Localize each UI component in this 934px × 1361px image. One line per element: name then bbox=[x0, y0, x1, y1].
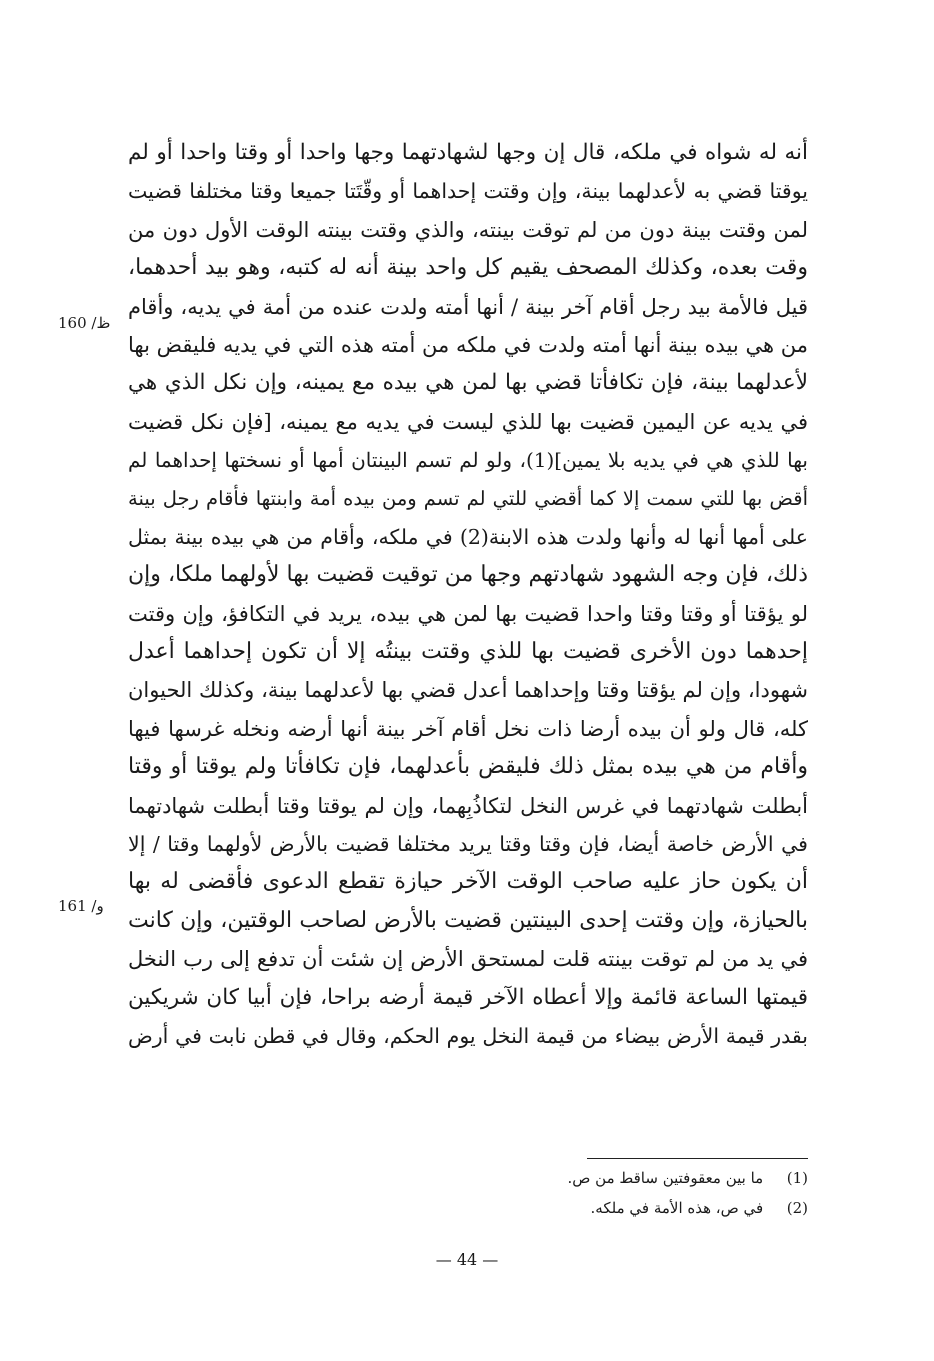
footnote bbox=[300, 1193, 808, 1223]
text-line: بقدر قيمة الأرض بيضاء من قيمة النخل يوم الحكم، وقال في قطن نابت في أرض bbox=[128, 1023, 808, 1048]
footnote-text: في ص، هذه الأمة في ملكه. bbox=[590, 1199, 764, 1217]
text-line: على أمها أنها له وأنها ولدت هذه الابنة(2) في ملكه، وأقام من هي بيده بينة بمثل bbox=[128, 524, 808, 549]
main-text bbox=[128, 134, 808, 1055]
text-line: إحدهما دون الأخرى قضيت بها للذي وقتت بينتُه إلا أن تكون إحداهما أعدل bbox=[128, 639, 808, 665]
footnote-separator bbox=[587, 1158, 808, 1159]
text-line: قيمتها الساعة قائمة وإلا أعطاه الآخر قيمة أرضه براحا، فإن أبيا كان شريكين bbox=[128, 984, 808, 1010]
text-line: في الأرض خاصة أيضا، فإن وقتا وقتا يريد مختلفا قضيت بالأرض لأولهما وقتا / إلا bbox=[128, 832, 808, 857]
text-line: ذلك، فإن وجه الشهود شهادتهم وجها من توقيت قضيت بها لأولهما ملكا، وإن bbox=[128, 562, 808, 588]
text-line: أن يكون حاز عليه صاحب الوقت الآخر حيازة تقطع الدعوى فأقضى له بها bbox=[128, 869, 808, 895]
text-line: بها للذي هي في يديه بلا يمين](1)، ولو لم تسم البينتان أمها أو نسختها إحداهما لم bbox=[128, 448, 808, 473]
text-line: يوقتا قضي به لأعدلهما بينة، وإن وقتت إحداهما أو وقّتَتا جميعا وقتا مختلفا قضيت bbox=[128, 179, 808, 204]
margin-folio-note: 160 /ظ bbox=[58, 314, 111, 332]
text-line: من هي بيده بينة أنها أمته ولدت في ملكه من أمته هذه التي في يديه فليقض بها bbox=[128, 332, 808, 357]
text-line: لأعدلهما بينة، فإن تكافأتا قضي بها لمن هي بيده مع يمينه، وإن نكل الذي هي bbox=[128, 370, 808, 396]
text-line: لو يؤقتا أو وقتا وقتا واحدا قضيت بها لمن هي بيده، يريد في التكافؤ، وإن وقتت bbox=[128, 601, 808, 626]
page-number: — 44 — bbox=[435, 1250, 499, 1269]
margin-folio-note: 161 /و bbox=[58, 897, 104, 915]
footnote-text: ما بين معقوفتين ساقط من ص. bbox=[567, 1169, 764, 1187]
footnotes bbox=[300, 1163, 808, 1223]
text-line: أنه له شواه في ملكه، قال إن وجها لشهادتهما وجها واحدا أو وقتا واحدا أو لم bbox=[128, 140, 808, 165]
text-line: قيل فالأمة بيد رجل أقام آخر بينة / أنها أمته ولدت عنده من أمة في يديه، وأقام bbox=[128, 294, 808, 319]
text-line: بالحيازة، وإن وقتت إحدى البينتين قضيت بالأرض لصاحب الوقتين، وإن كانت bbox=[128, 907, 808, 933]
text-line: وأقام من هي بيده بمثل ذلك فليقض بأعدلهما، فإن تكافأتا ولم يوقتا أو وقتا bbox=[128, 754, 808, 780]
text-line: كله، قال ولو أن بيده أرضا ذات نخل أقام آخر بينة أنها أرضه ونخله غرسها فيها bbox=[128, 716, 808, 741]
footnote-number: (1) bbox=[786, 1169, 808, 1187]
text-line: وقت بعده، وكذلك المصحف يقيم كل واحد بينة أنه له كتبه، وهو بيد أحدهما، bbox=[128, 255, 808, 281]
text-line: في يديه عن اليمين قضيت بها للذي ليست في يديه مع يمينه، [فإن نكل قضيت bbox=[128, 409, 808, 434]
text-line: شهودا، وإن لم يؤقتا وقتا وإحداهما أعدل قضي بها لأعدلهما بينة، وكذلك الحيوان bbox=[128, 678, 808, 703]
text-line: أبطلت شهادتهما في غرس النخل لتكاذُبِهما، وإن لم يوقتا وقتا أبطلت شهادتهما bbox=[128, 793, 808, 818]
footnote-number: (2) bbox=[786, 1199, 808, 1217]
text-line: لمن وقتت بينة دون من لم توقت بينته، والذي وقتت بينته الوقت الأول دون من bbox=[128, 217, 808, 242]
text-line: أقض بها للتي سمت إلا كما أقضي للتي لم تسم ومن بيده أمة وابنتها فأقام رجل بينة bbox=[128, 486, 808, 510]
footnote bbox=[300, 1163, 808, 1193]
text-line: في يد من لم توقت بينته قلت لمستحق الأرض إن شئت أن تدفع إلى رب النخل bbox=[128, 947, 808, 972]
